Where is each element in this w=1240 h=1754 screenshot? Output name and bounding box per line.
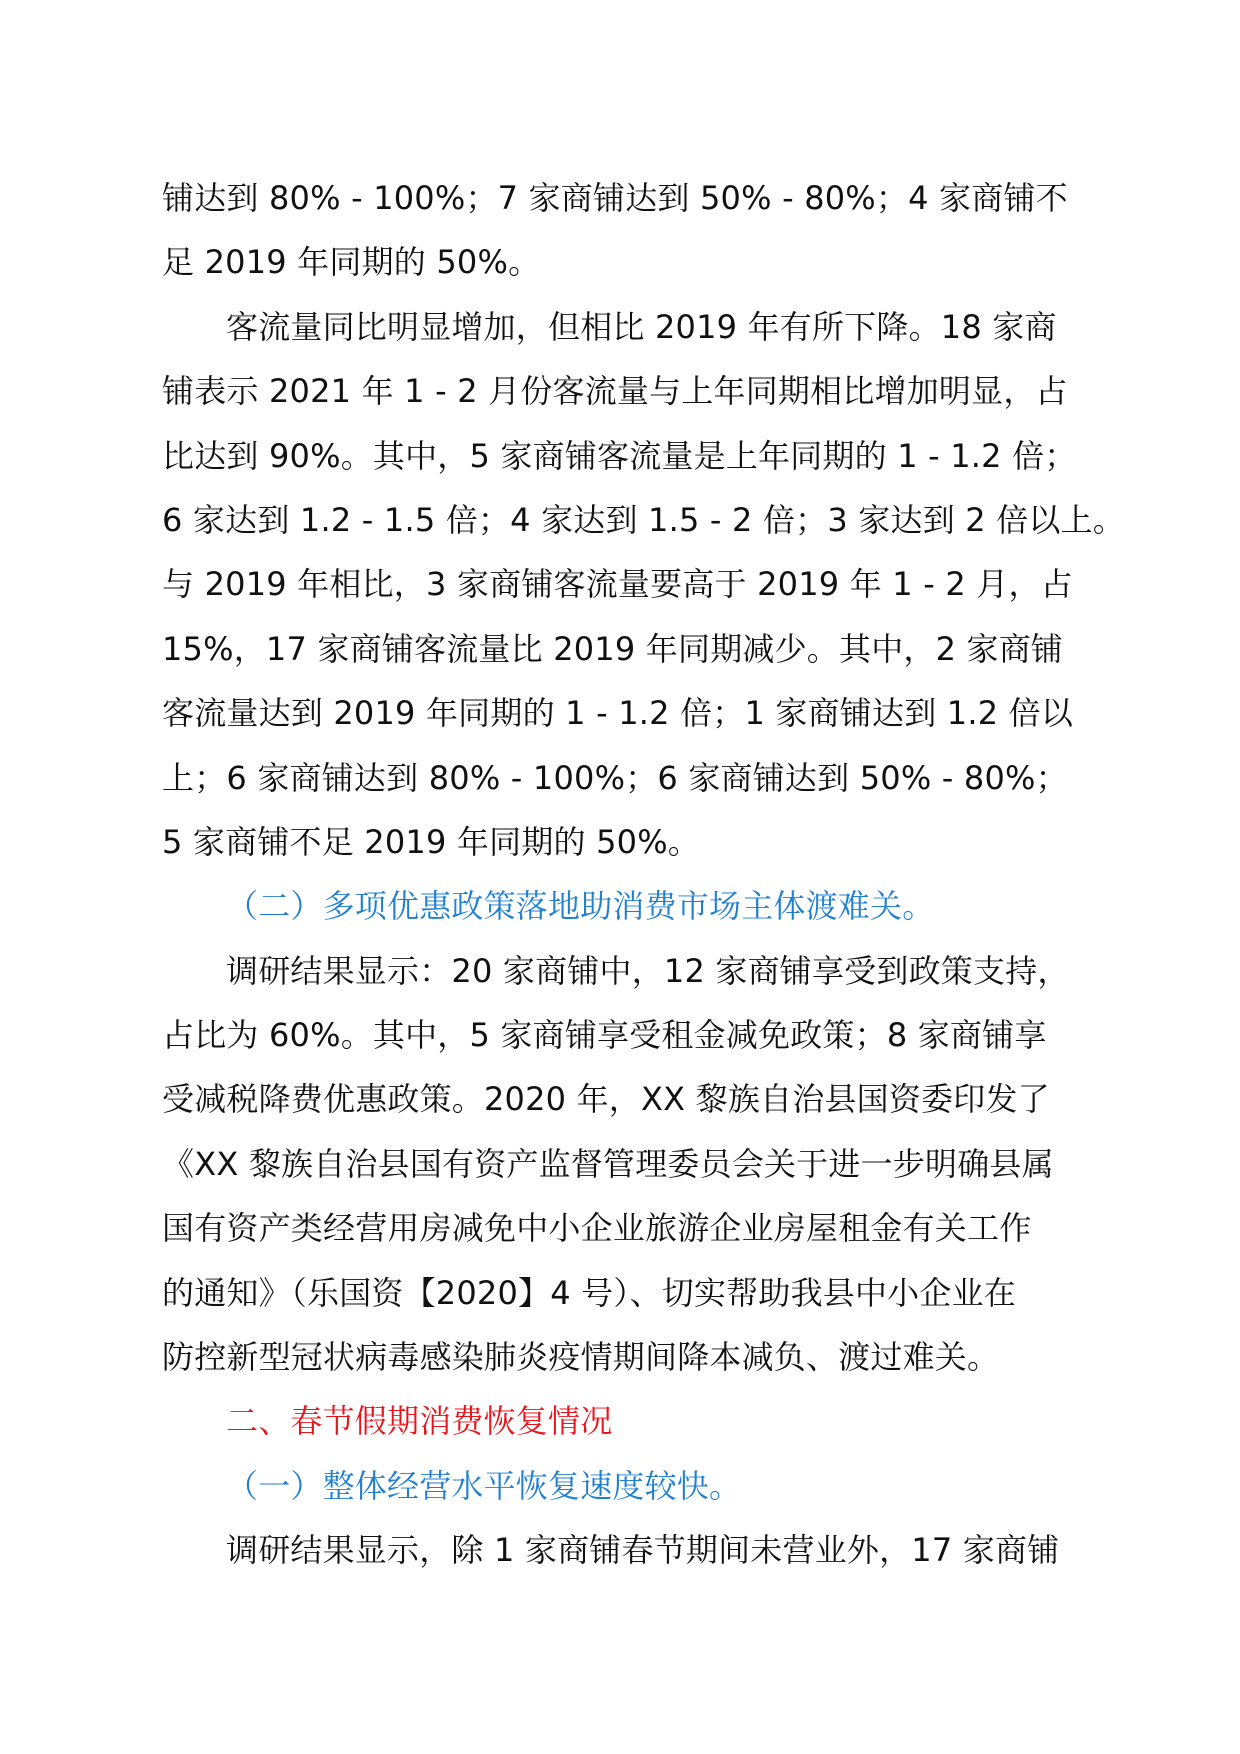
subsection-heading: （一）整体经营水平恢复速度较快。 <box>226 1466 742 1505</box>
text-line: 比达到 90%。其中，5 家商铺客流量是上年同期的 1 - 1.2 倍； <box>162 436 1077 475</box>
paragraph-start-line: 调研结果显示：20 家商铺中，12 家商铺享受到政策支持， <box>226 951 1070 990</box>
text-line: 《XX 黎族自治县国有资产监督管理委员会关于进一步明确县属 <box>162 1144 1054 1183</box>
section-heading: 二、春节假期消费恢复情况 <box>226 1402 613 1441</box>
paragraph-start-line: 调研结果显示，除 1 家商铺春节期间未营业外，17 家商铺 <box>226 1531 1060 1570</box>
text-line: 5 家商铺不足 2019 年同期的 50%。 <box>162 822 701 861</box>
document-body <box>162 166 1125 1583</box>
text-line: 铺达到 80% - 100%；7 家商铺达到 50% - 80%；4 家商铺不 <box>162 179 1068 217</box>
text-line: 15%，17 家商铺客流量比 2019 年同期减少。其中，2 家商铺 <box>162 629 1064 668</box>
text-line: 的通知》（乐国资【2020】4 号）、切实帮助我县中小企业在 <box>162 1273 1016 1312</box>
text-line: 防控新型冠状病毒感染肺炎疫情期间降本减负、渡过难关。 <box>162 1338 1000 1377</box>
paragraph-start-line: 客流量同比明显增加，但相比 2019 年有所下降。18 家商 <box>226 307 1057 346</box>
text-line: 与 2019 年相比，3 家商铺客流量要高于 2019 年 1 - 2 月，占 <box>162 565 1073 604</box>
text-line: 上；6 家商铺达到 80% - 100%；6 家商铺达到 50% - 80%； <box>162 758 1068 797</box>
text-line: 铺表示 2021 年 1 - 2 月份客流量与上年同期相比增加明显，占 <box>162 372 1068 411</box>
text-line: 客流量达到 2019 年同期的 1 - 1.2 倍；1 家商铺达到 1.2 倍以 <box>162 694 1074 733</box>
text-line: 受减税降费优惠政策。2020 年，XX 黎族自治县国资委印发了 <box>162 1080 1050 1119</box>
text-line: 6 家达到 1.2 - 1.5 倍；4 家达到 1.5 - 2 倍；3 家达到 2 倍以上。 <box>162 500 1125 539</box>
text-line: 足 2019 年同期的 50%。 <box>162 243 541 282</box>
text-line: 占比为 60%。其中，5 家商铺享受租金减免政策；8 家商铺享 <box>162 1016 1047 1055</box>
subsection-heading: （二）多项优惠政策落地助消费市场主体渡难关。 <box>226 887 935 926</box>
text-line: 国有资产类经营用房减免中小企业旅游企业房屋租金有关工作 <box>162 1209 1032 1248</box>
